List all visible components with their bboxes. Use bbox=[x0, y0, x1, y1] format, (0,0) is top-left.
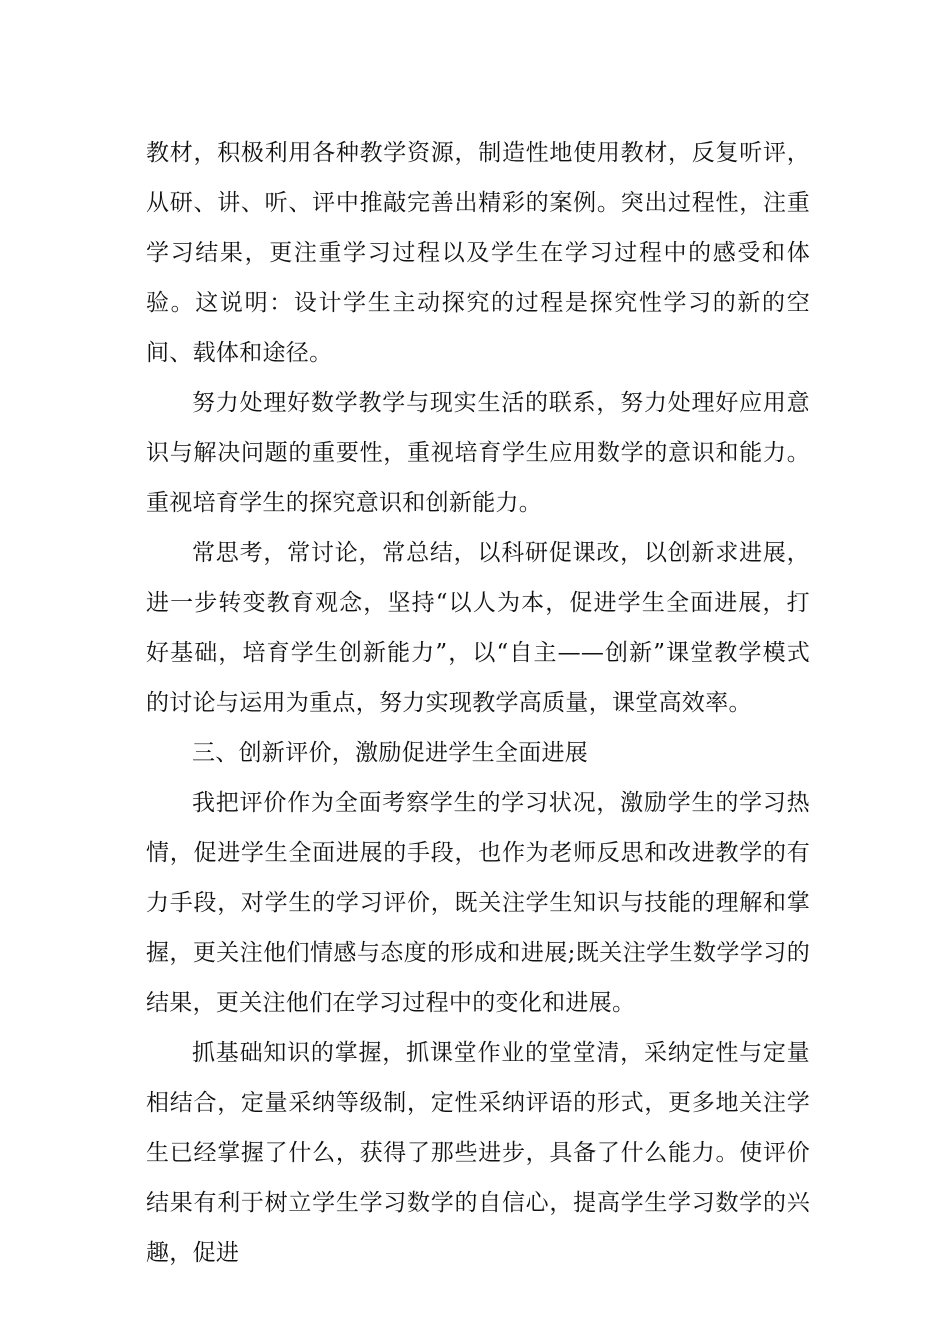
section-heading-innovative-evaluation: 三、创新评价，激励促进学生全面进展 bbox=[192, 740, 589, 766]
paragraph-continuation: 教材，积极利用各种教学资源，制造性地使用教材，反复听评，从研、讲、听、评中推敲完善出精彩的案例。突出过程性，注重学习结果，更注重学习过程以及学生在学习过程中的感受和体验。这说明：设计学生主动探究的过程是探究性学习的新的空间、载体和途径。 bbox=[146, 140, 810, 366]
paragraph-real-life-connection: 努力处理好数学教学与现实生活的联系，努力处理好应用意识与解决问题的重要性，重视培育学生应用数学的意识和能力。重视培育学生的探究意识和创新能力。 bbox=[146, 390, 810, 516]
paragraph-evaluation-method: 抓基础知识的掌握，抓课堂作业的堂堂清，采纳定性与定量相结合，定量采纳等级制，定性采纳评语的形式，更多地关注学生已经掌握了什么，获得了那些进步，具备了什么能力。使评价结果有利于树立学生学习数学的自信心，提高学生学习数学的兴趣，促进 bbox=[146, 1040, 810, 1266]
document-body bbox=[146, 128, 810, 1278]
paragraph-reflection: 常思考，常讨论，常总结，以科研促课改，以创新求进展，进一步转变教育观念，坚持“以人为本，促进学生全面进展，打好基础，培育学生创新能力”，以“自主——创新”课堂教学模式的讨论与运用为重点，努力实现教学高质量，课堂高效率。 bbox=[146, 540, 810, 716]
paragraph-evaluation-purpose: 我把评价作为全面考察学生的学习状况，激励学生的学习热情，促进学生全面进展的手段，也作为老师反思和改进教学的有力手段，对学生的学习评价，既关注学生知识与技能的理解和掌握，更关注他们情感与态度的形成和进展;既关注学生数学学习的结果，更关注他们在学习过程中的变化和进展。 bbox=[146, 790, 810, 1016]
